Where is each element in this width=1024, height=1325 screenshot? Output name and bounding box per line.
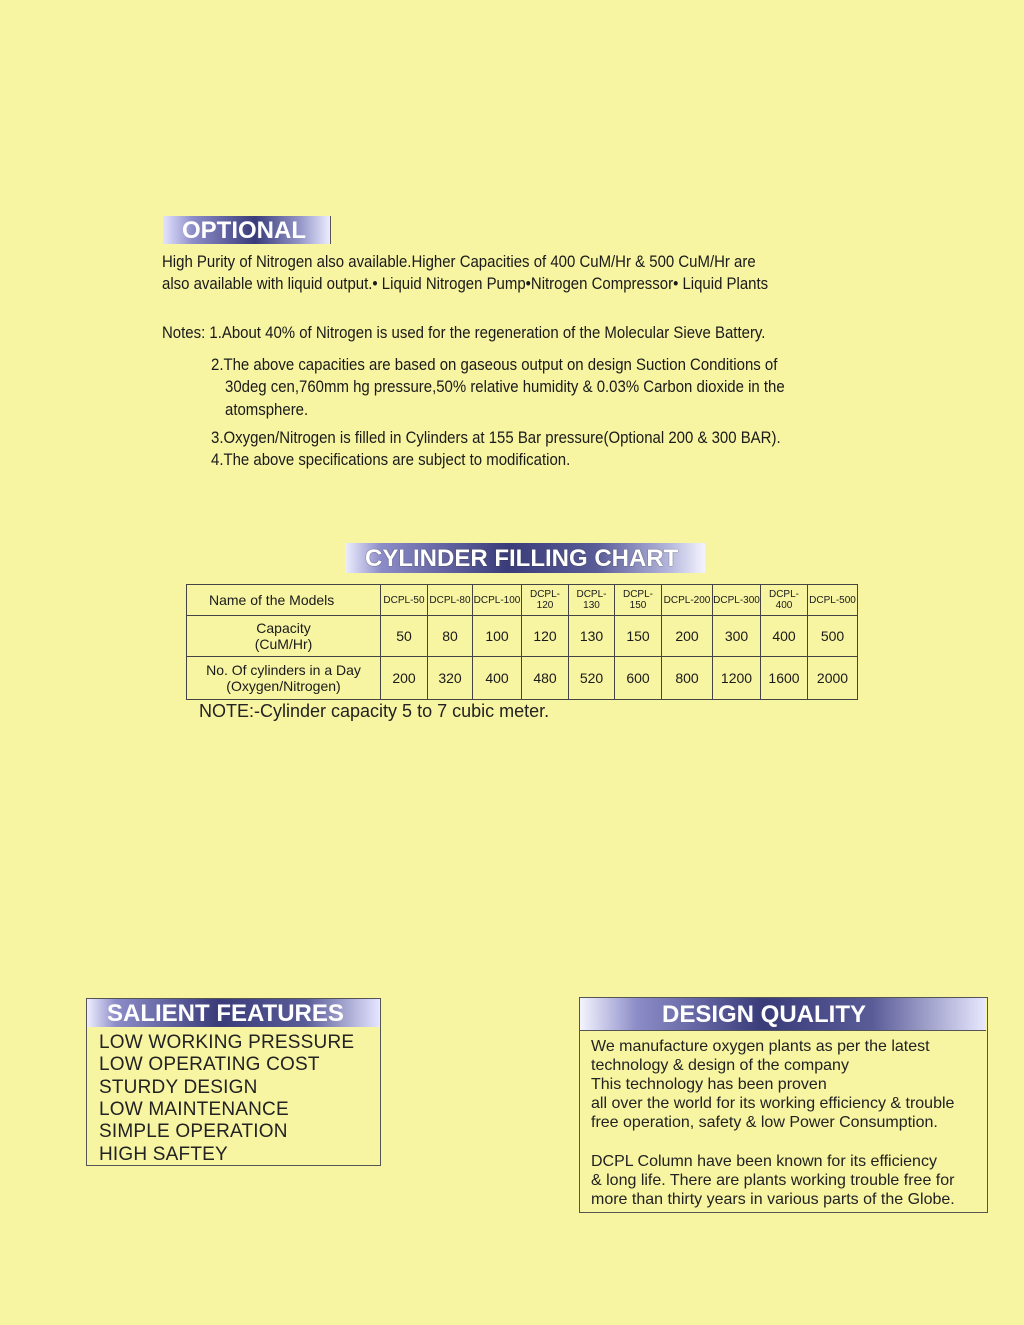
- note-2-line-2: 30deg cen,760mm hg pressure,50% relative humidity & 0.03% Carbon dioxide in the: [225, 377, 785, 396]
- capacity-cell: 80: [428, 616, 473, 657]
- capacity-cell: 400: [761, 616, 808, 657]
- cylinders-unit: (Oxygen/Nitrogen): [226, 678, 341, 694]
- design-text-line: & long life. There are plants working trouble free for: [591, 1172, 955, 1189]
- cylinders-cell: 400: [473, 657, 522, 700]
- cylinders-cell: 1600: [761, 657, 808, 700]
- model-cell: DCPL-100: [473, 585, 522, 616]
- design-quality-heading: DESIGN QUALITY: [580, 998, 986, 1031]
- design-text-line: technology & design of the company: [591, 1057, 849, 1074]
- optional-heading: OPTIONAL: [163, 216, 331, 244]
- model-cell: DCPL-80: [428, 585, 473, 616]
- capacity-cell: 130: [569, 616, 615, 657]
- row-header-capacity: [187, 616, 381, 657]
- cylinders-cell: 480: [522, 657, 569, 700]
- note-2-line-3: atomsphere.: [225, 400, 309, 419]
- table-row-cylinders: [187, 657, 858, 700]
- table-row-models: [187, 585, 858, 616]
- feature-item: LOW OPERATING COST: [99, 1054, 320, 1075]
- cylinders-cell: 600: [615, 657, 662, 700]
- design-text-line: free operation, safety & low Power Consumption.: [591, 1114, 938, 1131]
- capacity-cell: 300: [713, 616, 761, 657]
- capacity-unit: (CuM/Hr): [254, 636, 313, 652]
- note-2-line-1: 2.The above capacities are based on gaseous output on design Suction Conditions of: [211, 355, 778, 374]
- row-header-cylinders: [187, 657, 381, 700]
- cylinders-cell: 200: [381, 657, 428, 700]
- design-text-line: all over the world for its working efficiency & trouble: [591, 1095, 955, 1112]
- model-cell: DCPL-400: [761, 585, 808, 616]
- capacity-cell: 150: [615, 616, 662, 657]
- cylinders-cell: 320: [428, 657, 473, 700]
- capacity-cell: 120: [522, 616, 569, 657]
- model-cell: DCPL-300: [713, 585, 761, 616]
- design-text-line: more than thirty years in various parts of the Globe.: [591, 1191, 955, 1208]
- capacity-cell: 200: [662, 616, 713, 657]
- design-text-line: DCPL Column have been known for its efficiency: [591, 1153, 937, 1170]
- note-3: 3.Oxygen/Nitrogen is filled in Cylinders at 155 Bar pressure(Optional 200 & 300 BAR).: [211, 428, 781, 447]
- note-4: 4.The above specifications are subject to modification.: [211, 450, 571, 469]
- cylinders-label: No. Of cylinders in a Day: [206, 662, 361, 678]
- design-text-line: We manufacture oxygen plants as per the latest: [591, 1038, 930, 1055]
- salient-features-heading: SALIENT FEATURES: [87, 999, 379, 1027]
- capacity-cell: 500: [808, 616, 858, 657]
- feature-item: LOW WORKING PRESSURE: [99, 1032, 355, 1053]
- cylinder-capacity-note: NOTE:-Cylinder capacity 5 to 7 cubic meter.: [199, 701, 550, 721]
- capacity-cell: 50: [381, 616, 428, 657]
- model-cell: DCPL-50: [381, 585, 428, 616]
- model-cell: DCPL-500: [808, 585, 858, 616]
- feature-item: HIGH SAFTEY: [99, 1144, 228, 1165]
- cylinders-cell: 1200: [713, 657, 761, 700]
- model-cell: DCPL-200: [662, 585, 713, 616]
- feature-item: SIMPLE OPERATION: [99, 1121, 288, 1142]
- model-cell: DCPL-120: [522, 585, 569, 616]
- row-header-models: Name of the Models: [187, 585, 381, 616]
- model-cell: DCPL-130: [569, 585, 615, 616]
- optional-line-1: High Purity of Nitrogen also available.Higher Capacities of 400 CuM/Hr & 500 CuM/Hr are: [162, 252, 756, 271]
- table-row-capacity: [187, 616, 858, 657]
- capacity-label: Capacity: [256, 620, 311, 636]
- feature-item: LOW MAINTENANCE: [99, 1099, 289, 1120]
- cylinders-cell: 520: [569, 657, 615, 700]
- optional-line-2: also available with liquid output.• Liquid Nitrogen Pump•Nitrogen Compressor• Liquid Plants: [162, 274, 769, 293]
- capacity-cell: 100: [473, 616, 522, 657]
- note-1: Notes: 1.About 40% of Nitrogen is used for the regeneration of the Molecular Sieve Battery.: [162, 323, 766, 342]
- cylinders-cell: 800: [662, 657, 713, 700]
- cylinder-filling-table: [186, 584, 858, 700]
- model-cell: DCPL-150: [615, 585, 662, 616]
- design-text-line: This technology has been proven: [591, 1076, 827, 1093]
- cylinder-chart-heading: CYLINDER FILLING CHART: [345, 543, 705, 573]
- feature-item: STURDY DESIGN: [99, 1077, 258, 1098]
- cylinders-cell: 2000: [808, 657, 858, 700]
